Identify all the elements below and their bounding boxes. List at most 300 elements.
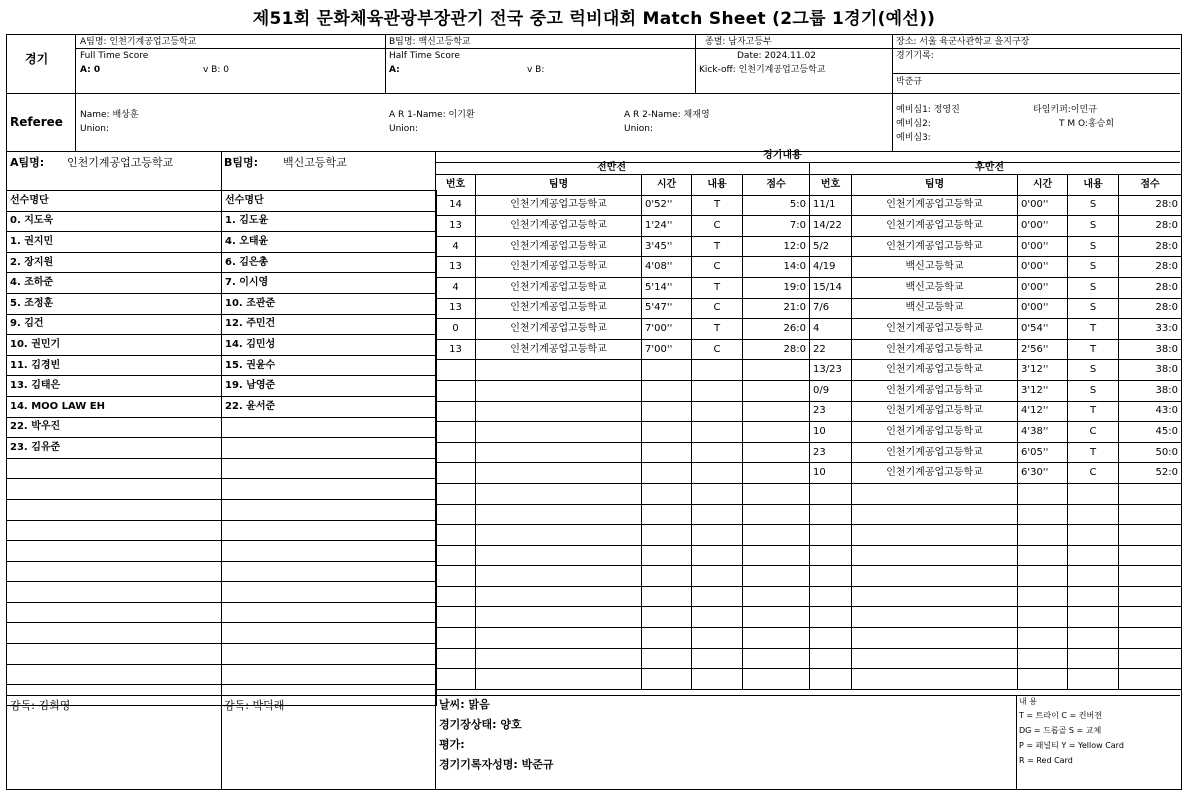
first-half-cell (476, 545, 642, 566)
match-row (436, 648, 1182, 669)
team-b-player: 14. 김민성 (222, 335, 437, 356)
roster-header-a: 선수명단 (7, 191, 222, 212)
first-half-cell: 3'45'' (642, 236, 692, 257)
first-half-cell: 인천기계공업고등학교 (476, 216, 642, 237)
second-half-cell (1018, 586, 1068, 607)
first-half-cell (642, 586, 692, 607)
second-half-cell (852, 648, 1018, 669)
legend-line-1: T = 트라이 C = 컨버젼 (1019, 711, 1102, 720)
kickoff: Kick-off: 인천기계공업고등학교 (699, 65, 826, 75)
second-half-cell (1119, 628, 1182, 649)
second-half-cell: 28:0 (1119, 236, 1182, 257)
roster-row (7, 541, 437, 562)
first-half-cell: T (692, 277, 743, 298)
team-b-player: 10. 조관준 (222, 293, 437, 314)
first-half-cell (743, 380, 810, 401)
second-half-cell (1119, 525, 1182, 546)
team-b-player (222, 520, 437, 541)
second-half-cell: 백신고등학교 (852, 298, 1018, 319)
first-half-cell (436, 648, 476, 669)
first-half-cell (436, 422, 476, 443)
referee-union: Union: (80, 124, 110, 134)
first-half-cell: T (692, 195, 743, 216)
team-a-player (7, 602, 222, 623)
second-half-cell: 백신고등학교 (852, 277, 1018, 298)
roster-row (7, 293, 437, 314)
roster-table (6, 190, 437, 706)
tmo: T M O:홍승희 (1059, 119, 1115, 129)
first-half-cell: 7'00'' (642, 319, 692, 340)
team-a-player: 4. 조하준 (7, 273, 222, 294)
first-half-cell (743, 463, 810, 484)
second-half-cell (852, 545, 1018, 566)
team-a-player: 0. 지도욱 (7, 211, 222, 232)
first-half-cell (642, 545, 692, 566)
second-half-cell (810, 628, 852, 649)
team-b-player: 1. 김도윤 (222, 211, 437, 232)
second-half-cell: 38:0 (1119, 339, 1182, 360)
match-row (436, 525, 1182, 546)
second-half-cell (852, 669, 1018, 690)
second-half-cell: 0/9 (810, 380, 852, 401)
match-date: Date: 2024.11.02 (737, 51, 816, 61)
second-half-cell: 3'12'' (1018, 380, 1068, 401)
first-half-cell: 인천기계공업고등학교 (476, 339, 642, 360)
team-a-player: 13. 김태은 (7, 376, 222, 397)
reserve-3: 예비심3: (896, 133, 931, 143)
team-b-player (222, 541, 437, 562)
second-half-cell: 13/23 (810, 360, 852, 381)
second-half-cell: 11/1 (810, 195, 852, 216)
referee-name: Name: 배상훈 (80, 110, 139, 120)
second-half-cell (852, 607, 1018, 628)
first-half-cell (692, 628, 743, 649)
roster-row (7, 499, 437, 520)
team-b-label: B팀명: (224, 156, 259, 169)
second-half-col-header: 팀명 (852, 175, 1018, 196)
first-half-col-header: 시간 (642, 175, 692, 196)
first-half-cell: C (692, 216, 743, 237)
first-half-cell (476, 360, 642, 381)
first-half-cell (743, 442, 810, 463)
second-half-cell (1068, 545, 1119, 566)
roster-row (7, 582, 437, 603)
team-b-name: 백신고등학교 (283, 156, 347, 169)
second-half-cell: 4'38'' (1018, 422, 1068, 443)
team-a-label: A팀명: (10, 156, 45, 169)
second-half-cell: 인천기계공업고등학교 (852, 442, 1018, 463)
roster-row (7, 417, 437, 438)
second-half-cell: S (1068, 195, 1119, 216)
match-row (436, 236, 1182, 257)
second-half-cell: 인천기계공업고등학교 (852, 236, 1018, 257)
team-b-player (222, 499, 437, 520)
first-half-cell: C (692, 339, 743, 360)
team-a-player: 10. 권민기 (7, 335, 222, 356)
team-b-player (222, 582, 437, 603)
first-half-cell (692, 360, 743, 381)
second-half-cell: 5/2 (810, 236, 852, 257)
first-half-cell: 28:0 (743, 339, 810, 360)
first-half-cell (642, 483, 692, 504)
second-half-cell (852, 504, 1018, 525)
second-half-cell: 28:0 (1119, 257, 1182, 278)
first-half-cell (476, 483, 642, 504)
second-half-cell: 28:0 (1119, 298, 1182, 319)
second-half-cell (810, 566, 852, 587)
first-half-cell: 0'52'' (642, 195, 692, 216)
second-half-col-header: 점수 (1119, 175, 1182, 196)
reserve-2: 예비심2: (896, 119, 931, 129)
first-half-cell: T (692, 319, 743, 340)
second-half-cell: 28:0 (1119, 216, 1182, 237)
second-half-cell (1018, 648, 1068, 669)
first-half-cell (743, 360, 810, 381)
team-a-player (7, 664, 222, 685)
first-half-cell: 인천기계공업고등학교 (476, 236, 642, 257)
first-half-cell (743, 586, 810, 607)
match-row (436, 195, 1182, 216)
second-half-cell (1018, 525, 1068, 546)
first-half-cell (692, 525, 743, 546)
match-row (436, 257, 1182, 278)
roster-header-row (7, 191, 437, 212)
team-a-player: 22. 박우진 (7, 417, 222, 438)
match-row (436, 339, 1182, 360)
first-half-cell (476, 422, 642, 443)
second-half-cell (1018, 483, 1068, 504)
first-half-cell: 5'14'' (642, 277, 692, 298)
first-half-cell (743, 401, 810, 422)
ar2-union: Union: (624, 124, 654, 134)
second-half-cell: 14/22 (810, 216, 852, 237)
second-half-cell (1018, 607, 1068, 628)
team-b-player: 4. 오태윤 (222, 232, 437, 253)
second-half-cell: 23 (810, 442, 852, 463)
second-half-cell (1068, 607, 1119, 628)
ar2-name: A R 2-Name: 채재영 (624, 110, 710, 120)
first-half-cell (436, 380, 476, 401)
second-half-cell (1068, 648, 1119, 669)
match-header-row (436, 175, 1182, 196)
team-b-player: 19. 남영준 (222, 376, 437, 397)
second-half-cell (1119, 586, 1182, 607)
first-half-label: 전반전 (597, 162, 626, 173)
first-half-cell (642, 648, 692, 669)
first-half-cell (642, 401, 692, 422)
first-half-cell: 26:0 (743, 319, 810, 340)
first-half-cell (743, 525, 810, 546)
second-half-cell: 3'12'' (1018, 360, 1068, 381)
first-half-cell: T (692, 236, 743, 257)
team-b-player: 12. 주민건 (222, 314, 437, 335)
first-half-cell: 7:0 (743, 216, 810, 237)
second-half-cell (1018, 545, 1068, 566)
second-half-cell (1018, 504, 1068, 525)
first-half-cell (436, 545, 476, 566)
first-half-cell (743, 422, 810, 443)
second-half-cell (1119, 607, 1182, 628)
team-b-player (222, 438, 437, 459)
second-half-cell: 0'54'' (1018, 319, 1068, 340)
roster-row (7, 479, 437, 500)
match-row (436, 669, 1182, 690)
second-half-cell (852, 628, 1018, 649)
timekeeper: 타임키퍼:이민규 (1033, 105, 1097, 115)
team-a-player (7, 561, 222, 582)
roster-row (7, 520, 437, 541)
second-half-cell: 0'00'' (1018, 298, 1068, 319)
match-row (436, 277, 1182, 298)
first-half-cell (476, 525, 642, 546)
first-half-cell (642, 566, 692, 587)
roster-row (7, 232, 437, 253)
first-half-cell: 5:0 (743, 195, 810, 216)
category: 종별: 남자고등부 (705, 37, 772, 47)
second-half-cell (1119, 566, 1182, 587)
first-half-cell: 21:0 (743, 298, 810, 319)
roster-row (7, 273, 437, 294)
second-half-cell: 6'30'' (1018, 463, 1068, 484)
second-half-cell (1068, 504, 1119, 525)
second-half-cell: T (1068, 401, 1119, 422)
second-half-cell: 인천기계공업고등학교 (852, 339, 1018, 360)
second-half-cell: S (1068, 360, 1119, 381)
first-half-cell (476, 463, 642, 484)
first-half-cell (743, 545, 810, 566)
first-half-cell: 인천기계공업고등학교 (476, 298, 642, 319)
first-half-cell (476, 607, 642, 628)
team-a-player: 23. 김유준 (7, 438, 222, 459)
evaluation: 평가: (439, 738, 465, 751)
team-a-player (7, 582, 222, 603)
first-half-cell: 5'47'' (642, 298, 692, 319)
first-half-cell: 인천기계공업고등학교 (476, 195, 642, 216)
team-a-player (7, 541, 222, 562)
first-half-cell: 인천기계공업고등학교 (476, 257, 642, 278)
legend-title: 내 용 (1019, 697, 1037, 706)
second-half-cell: 인천기계공업고등학교 (852, 380, 1018, 401)
coach-b: 감독: 박덕래 (224, 699, 285, 712)
match-row (436, 442, 1182, 463)
first-half-cell (476, 504, 642, 525)
legend-line-4: R = Red Card (1019, 756, 1073, 765)
first-half-cell (692, 401, 743, 422)
team-a-name: 인천기계공업고등학교 (67, 156, 174, 169)
second-half-cell: 28:0 (1119, 195, 1182, 216)
second-half-cell: 4/19 (810, 257, 852, 278)
second-half-cell: 22 (810, 339, 852, 360)
roster-row (7, 602, 437, 623)
first-half-cell (692, 504, 743, 525)
second-half-cell: 52:0 (1119, 463, 1182, 484)
roster-header-b: 선수명단 (222, 191, 437, 212)
match-row (436, 422, 1182, 443)
match-content-label: 경기내용 (763, 150, 802, 161)
second-half-cell: 인천기계공업고등학교 (852, 216, 1018, 237)
second-half-cell (1119, 504, 1182, 525)
second-half-cell: C (1068, 463, 1119, 484)
first-half-cell (692, 669, 743, 690)
second-half-cell (1068, 483, 1119, 504)
second-half-cell: 43:0 (1119, 401, 1182, 422)
first-half-cell: 4 (436, 277, 476, 298)
team-b-player (222, 664, 437, 685)
half-score-a: A: (389, 65, 400, 75)
sheet-title: 제51회 문화체육관광부장관기 전국 중고 럭비대회 Match Sheet (2그룹 1경기(예선)) (252, 9, 936, 29)
first-half-cell (642, 463, 692, 484)
first-half-cell (436, 669, 476, 690)
first-half-cell (743, 504, 810, 525)
match-row (436, 463, 1182, 484)
second-half-cell: 23 (810, 401, 852, 422)
first-half-cell (436, 463, 476, 484)
first-half-cell (692, 380, 743, 401)
match-row (436, 628, 1182, 649)
team-a-player (7, 499, 222, 520)
second-half-cell: 0'00'' (1018, 236, 1068, 257)
first-half-cell (436, 586, 476, 607)
first-half-cell: 0 (436, 319, 476, 340)
second-half-cell (810, 586, 852, 607)
roster-row (7, 335, 437, 356)
second-half-cell (1068, 566, 1119, 587)
first-half-cell (692, 442, 743, 463)
second-half-cell (810, 504, 852, 525)
first-half-cell (743, 607, 810, 628)
second-half-cell (810, 607, 852, 628)
first-half-cell (642, 525, 692, 546)
first-half-cell (436, 360, 476, 381)
first-half-cell (436, 442, 476, 463)
second-half-cell: 0'00'' (1018, 195, 1068, 216)
team-a-player: 14. MOO LAW EH (7, 396, 222, 417)
first-half-cell (436, 525, 476, 546)
second-half-cell: C (1068, 422, 1119, 443)
second-half-cell: 4'12'' (1018, 401, 1068, 422)
match-row (436, 360, 1182, 381)
first-half-cell (436, 401, 476, 422)
first-half-cell (436, 483, 476, 504)
second-half-cell: S (1068, 236, 1119, 257)
first-half-cell (743, 648, 810, 669)
first-half-cell (642, 607, 692, 628)
team-b-player (222, 602, 437, 623)
match-row (436, 298, 1182, 319)
roster-row (7, 211, 437, 232)
first-half-cell (476, 442, 642, 463)
ar1-name: A R 1-Name: 이기환 (389, 110, 475, 120)
first-half-cell (476, 566, 642, 587)
first-half-cell (436, 607, 476, 628)
first-half-cell (743, 669, 810, 690)
first-half-cell (692, 586, 743, 607)
roster-row (7, 644, 437, 665)
first-half-cell (692, 422, 743, 443)
first-half-cell (743, 566, 810, 587)
second-half-cell (810, 669, 852, 690)
team-a-header: A팀명: 인천기계공업고등학교 (80, 37, 197, 47)
second-half-cell: 인천기계공업고등학교 (852, 463, 1018, 484)
second-half-cell (852, 525, 1018, 546)
second-half-cell (1119, 648, 1182, 669)
first-half-col-header: 내용 (692, 175, 743, 196)
second-half-cell (810, 525, 852, 546)
team-b-player (222, 458, 437, 479)
team-a-player (7, 520, 222, 541)
match-row (436, 483, 1182, 504)
second-half-cell (1119, 545, 1182, 566)
second-half-cell (810, 545, 852, 566)
first-half-cell (642, 504, 692, 525)
team-b-player (222, 644, 437, 665)
roster-row (7, 623, 437, 644)
half-time-label: Half Time Score (389, 51, 460, 61)
second-half-cell: 10 (810, 422, 852, 443)
full-time-label: Full Time Score (80, 51, 149, 61)
second-half-cell (1068, 669, 1119, 690)
legend-line-2: DG = 드롭골 S = 교체 (1019, 726, 1102, 735)
first-half-cell (642, 380, 692, 401)
second-half-cell: 45:0 (1119, 422, 1182, 443)
second-half-cell: 10 (810, 463, 852, 484)
match-row (436, 504, 1182, 525)
second-half-cell: 0'00'' (1018, 277, 1068, 298)
first-half-cell (692, 607, 743, 628)
second-half-cell (1018, 566, 1068, 587)
first-half-cell: 7'00'' (642, 339, 692, 360)
second-half-cell (1119, 483, 1182, 504)
first-half-cell: 13 (436, 257, 476, 278)
roster-row (7, 458, 437, 479)
first-half-cell (476, 380, 642, 401)
coach-a: 감독: 김희영 (10, 699, 71, 712)
team-b-player (222, 479, 437, 500)
team-b-header: B팀명: 백신고등학교 (389, 37, 471, 47)
first-half-cell (692, 566, 743, 587)
first-half-cell (692, 463, 743, 484)
roster-row (7, 438, 437, 459)
divider (7, 93, 1180, 94)
roster-row (7, 355, 437, 376)
first-half-cell (436, 566, 476, 587)
second-half-cell: T (1068, 319, 1119, 340)
first-half-cell: 13 (436, 339, 476, 360)
first-half-cell (436, 628, 476, 649)
second-half-cell: 인천기계공업고등학교 (852, 195, 1018, 216)
team-a-player: 11. 김경빈 (7, 355, 222, 376)
first-half-cell: 인천기계공업고등학교 (476, 319, 642, 340)
roster-row (7, 664, 437, 685)
first-half-cell: 19:0 (743, 277, 810, 298)
full-score-a: A: 0 (80, 65, 101, 75)
team-b-player: 7. 이시영 (222, 273, 437, 294)
second-half-cell: 인천기계공업고등학교 (852, 360, 1018, 381)
reserve-1: 예비심1: 정영진 (896, 105, 960, 115)
venue: 장소: 서울 육군사관학교 을지구장 (896, 37, 1030, 47)
first-half-cell: 13 (436, 216, 476, 237)
roster-row (7, 396, 437, 417)
match-sheet (6, 34, 1182, 790)
referee-label: Referee (10, 115, 63, 129)
second-half-cell: 38:0 (1119, 380, 1182, 401)
second-half-cell: 15/14 (810, 277, 852, 298)
roster-row (7, 561, 437, 582)
team-a-player: 1. 권지민 (7, 232, 222, 253)
first-half-cell (642, 422, 692, 443)
team-a-player: 2. 장지원 (7, 252, 222, 273)
second-half-cell (810, 483, 852, 504)
